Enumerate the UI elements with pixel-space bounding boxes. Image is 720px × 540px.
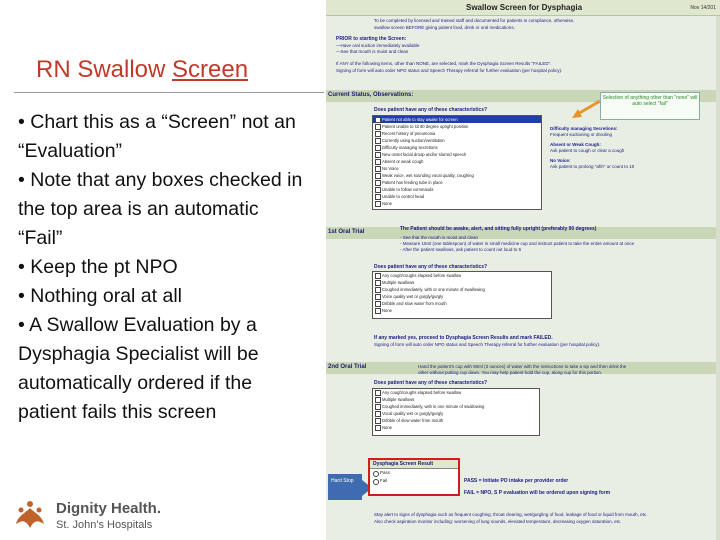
footer-note-1: Stay alert to signs of dysphagia such as frequent coughing, throat clearing, wet/gurgling of food, leakage of food or liquid from mouth, etc. xyxy=(374,512,648,517)
trial-1-step: - See that the mouth is moist and clean xyxy=(400,235,479,240)
checkbox-item[interactable]: Dribble of slow water from mouth xyxy=(373,417,539,424)
title-divider xyxy=(14,92,324,93)
form-title: Swallow Screen for Dysphagia xyxy=(466,3,583,12)
question-2: Does patient have any of these characteristics? xyxy=(374,264,488,270)
intro-line-1: To be completed by licensed and trained staff and documented for patients in compliance, otherwise, xyxy=(374,18,575,23)
status-band-label: Current Status, Observations: xyxy=(328,92,414,98)
any-selected-rule: If ANY of the following items, other than NONE, are selected, mark the Dysphagia Screen Results "FAILED". xyxy=(336,61,552,66)
trial-1-step: - After the patient swallows, ask patient to count out loud to 5 xyxy=(400,247,522,252)
question-1: Does patient have any of these characteristics? xyxy=(374,107,488,113)
question-3: Does patient have any of these characteristics? xyxy=(374,380,488,386)
slide-title-underlined: Screen xyxy=(172,56,249,83)
logo-subtitle: St. John's Hospitals xyxy=(56,519,153,531)
checkbox-item[interactable]: Multiple swallows xyxy=(373,396,539,403)
slide-title-text: RN Swallow xyxy=(36,56,173,83)
trial-2-heading: Hand the patient's cup with 90ml (3 ounces) of water with the instructions to take a sip and then drink the xyxy=(418,364,627,369)
intro-line-2: swallow screen BEFORE giving patient food, drink or oral medications. xyxy=(374,25,515,30)
logo-name: Dignity Health. xyxy=(56,500,162,517)
checkbox-item[interactable]: Patient has feeding tube in place xyxy=(373,179,541,186)
trial-1-heading: The Patient should be awake, alert, and sitting fully upright (preferably 90 degrees) xyxy=(400,226,597,232)
fail-text: FAIL = NPO, S P evaluation will be ordered upon signing form xyxy=(464,490,611,496)
callout-arrow-icon xyxy=(570,99,602,121)
form-header xyxy=(326,0,720,16)
characteristics-list-3[interactable] xyxy=(372,388,540,436)
checkbox-item[interactable]: None xyxy=(373,424,539,431)
checkbox-item[interactable]: None xyxy=(373,307,551,314)
hard-stop-tag: Hard Stop xyxy=(328,474,362,500)
checkbox-item[interactable]: Dribble and slow water from mouth xyxy=(373,300,551,307)
result-fail-radio[interactable]: Fail xyxy=(370,477,458,485)
characteristics-list-1[interactable] xyxy=(372,115,542,210)
checkbox-item[interactable]: Unable to follow commands xyxy=(373,186,541,193)
pass-text: PASS = Initiate PO intake per provider order xyxy=(464,478,569,484)
right-note: Ask patient to prolong "ahh" or count to 10 xyxy=(550,164,635,169)
checkbox-item[interactable]: None xyxy=(373,200,541,207)
checkbox-item[interactable]: Absent or weak cough xyxy=(373,158,541,165)
right-note: Difficulty managing Secretions: xyxy=(550,126,618,131)
checkbox-item[interactable]: Unable to control head xyxy=(373,193,541,200)
checkbox-item[interactable]: Voice quality wet or gurgly/gurgly xyxy=(373,293,551,300)
trial-2-label: 2nd Oral Trial xyxy=(328,364,367,370)
checkbox-item[interactable]: Any cough/coughs elapsed before swallow xyxy=(373,389,539,396)
dignity-health-logo xyxy=(12,498,212,536)
right-notes xyxy=(550,126,718,174)
form-scrollbar[interactable] xyxy=(716,16,720,540)
right-note: No Voice: xyxy=(550,158,571,163)
swallow-screen-form xyxy=(326,0,720,540)
checkbox-item[interactable]: Patient unable to sit 90 degree upright position xyxy=(373,123,541,130)
trial-1-step: - Measure 15ml (one tablespoon) of water in small medicine cup and instruct patient to take the entire amount at once xyxy=(400,241,635,246)
slide-title xyxy=(36,56,248,84)
checkbox-item[interactable]: Recent history of pneumonia xyxy=(373,130,541,137)
auto-fail-callout: Selection of anything other than "none" will auto select "fail" xyxy=(600,92,700,120)
checkbox-item[interactable]: Weak voice, wet sounding vocal quality, coughing xyxy=(373,172,541,179)
footer-note-2: Also check aspiration monitor including: worsening of lung sounds, elevated temperature, decreasing oxygen saturation, etc. xyxy=(374,519,622,524)
checkbox-item[interactable]: Multiple swallows xyxy=(373,279,551,286)
checkbox-item[interactable]: Currently using suction/ventilation xyxy=(373,137,541,144)
trial-1-label: 1st Oral Trial xyxy=(328,229,365,235)
prior-title: PRIOR to starting the Screen: xyxy=(336,36,407,42)
prior-item-2: —See that mouth is moist and clean xyxy=(336,49,409,54)
marked-yes-note-2: Signing of form will auto order NPO status and Speech Therapy referral for further evaluation (per hospital policy). xyxy=(374,342,601,347)
dysphagia-screen-result[interactable] xyxy=(368,458,460,496)
checkbox-item[interactable]: Any cough/coughs elapsed before swallow xyxy=(373,272,551,279)
checkbox-item[interactable]: Difficulty managing secretions xyxy=(373,144,541,151)
right-note: Frequent suctioning or drooling xyxy=(550,132,613,137)
right-note: Ask patient to cough or clear a cough xyxy=(550,148,625,153)
checkbox-item[interactable]: Patient not able to stay awake for screen xyxy=(373,116,541,123)
trial-2-heading-2: other without putting cup down. You may help patient hold the cup, along cup for this portion. xyxy=(418,370,603,375)
marked-yes-note: If any marked yes, proceed to Dysphagia Screen Results and mark FAILED. xyxy=(374,335,553,341)
right-note: Absent or Weak Cough: xyxy=(550,142,601,147)
form-date: Nov 14/201 xyxy=(690,5,716,11)
checkbox-item[interactable]: Coughed immediately, with or one minute of swallowing xyxy=(373,286,551,293)
prior-item-1: —Have oral suction immediately available xyxy=(336,43,420,48)
checkbox-item[interactable]: New onset facial droop and/or slurred speech xyxy=(373,151,541,158)
any-selected-rule-2: Signing of form will auto order NPO status and Speech Therapy referral for further evaluation (per hospital policy). xyxy=(336,68,563,73)
characteristics-list-2[interactable] xyxy=(372,271,552,319)
bullet-list: • Chart this as a “Screen” not an “Evaluation” • Note that any boxes checked in the top area is an automatic “Fail” • Keep the pt NPO • Nothing oral at all • A Swallow Evaluation by a Dysphagia Specialist will be automatically ordered if the patient fails this screen xyxy=(18,111,303,423)
dignity-health-logo-icon xyxy=(12,498,48,534)
result-title: Dysphagia Screen Result xyxy=(370,460,458,469)
result-pass-radio[interactable]: Pass xyxy=(370,469,458,477)
checkbox-item[interactable]: Coughed immediately, with in one minute of swallowing xyxy=(373,403,539,410)
checkbox-item[interactable]: No Voice xyxy=(373,165,541,172)
checkbox-item[interactable]: Vocal quality wet or gurgly/gurgly xyxy=(373,410,539,417)
trial-1-steps xyxy=(400,235,718,253)
